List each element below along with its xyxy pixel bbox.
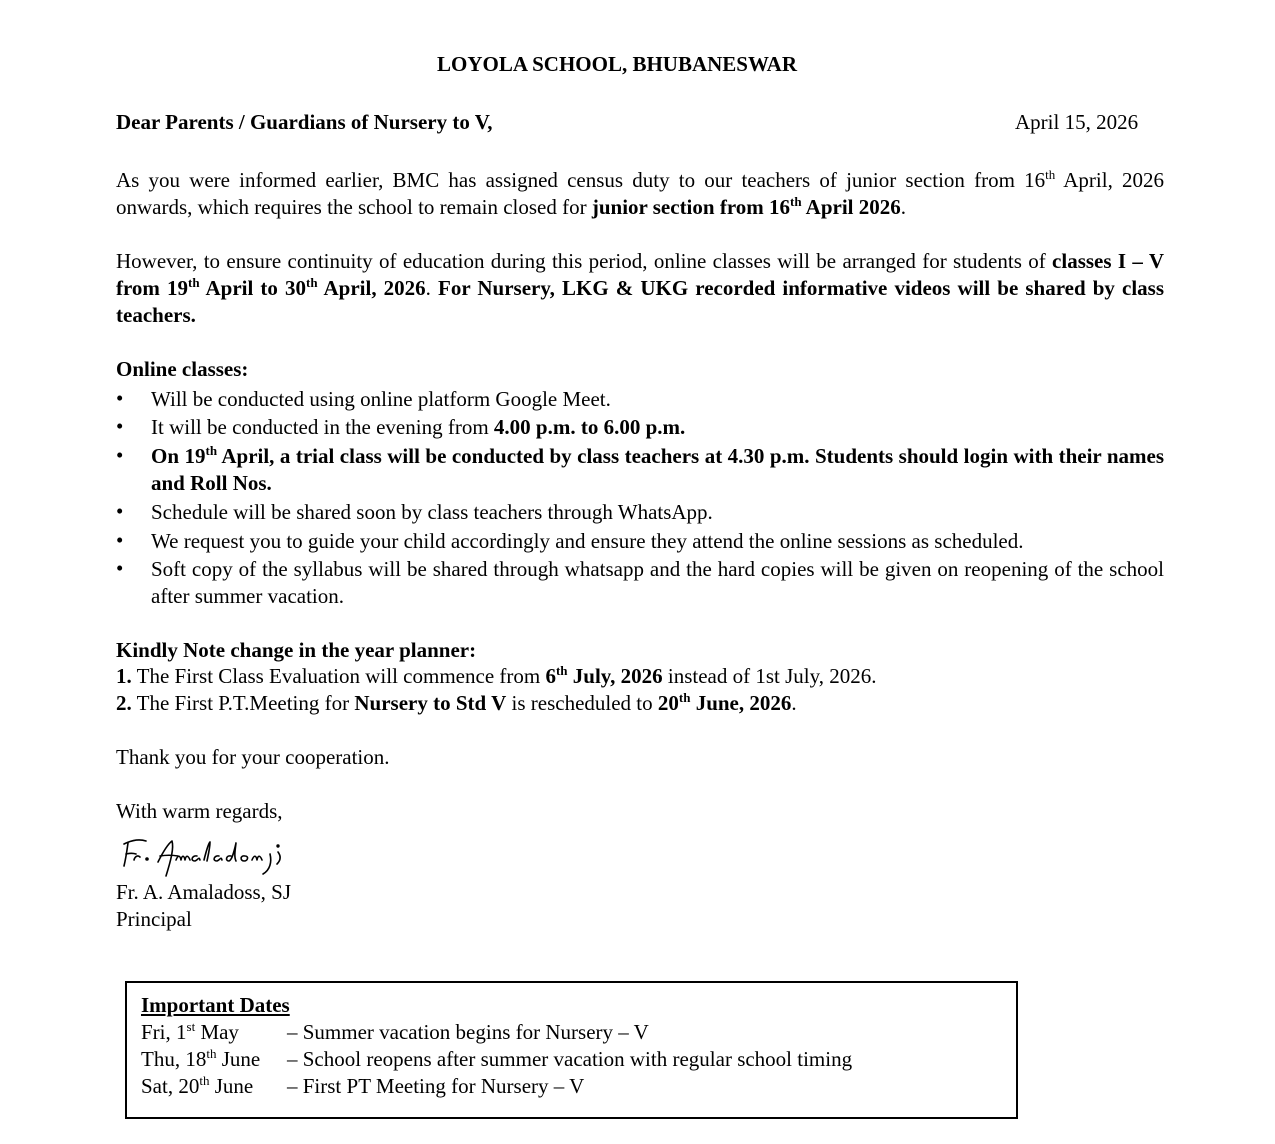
page-title: LOYOLA SCHOOL, BHUBANESWAR: [437, 52, 797, 76]
bullet-icon: •: [116, 386, 124, 410]
bullet-icon: •: [116, 414, 124, 438]
bullet-icon: •: [116, 499, 124, 523]
date-description: – First PT Meeting for Nursery – V: [287, 1074, 585, 1098]
planner-item: 1. The First Class Evaluation will commence from 6th July, 2026 instead of 1st July, 2026.: [116, 663, 877, 688]
letter-date: April 15, 2026: [1015, 110, 1139, 134]
paragraph-online-classes: However, to ensure continuity of education during this period, online classes will be arranged for students of classes I – V from 19th April to 30th April, 2026. For Nursery, LKG & UKG recorded informative videos will be shared by class teachers.: [116, 249, 1165, 327]
bullet-icon: •: [116, 528, 124, 552]
important-dates-box: [125, 981, 1018, 1119]
closing-line: With warm regards,: [116, 799, 283, 823]
date-description: – Summer vacation begins for Nursery – V: [287, 1020, 649, 1044]
signature-image: [118, 834, 293, 882]
date-cell: Fri, 1st May: [141, 1019, 239, 1044]
paragraph-census-closure: As you were informed earlier, BMC has assigned census duty to our teachers of junior section from 16th April, 2026 onwards, which requires the school to remain closed for junior section from 16th April 2026.: [116, 167, 1164, 219]
date-cell: Thu, 18th June: [141, 1046, 261, 1071]
planner-heading: Kindly Note change in the year planner:: [116, 638, 477, 662]
online-classes-heading: Online classes:: [116, 357, 249, 381]
planner-item: 2. The First P.T.Meeting for Nursery to Std V is rescheduled to 20th June, 2026.: [116, 690, 797, 715]
important-dates-title: Important Dates: [141, 993, 290, 1017]
signer-title: Principal: [116, 907, 192, 931]
bullet-icon: •: [116, 556, 124, 580]
bullet-icon: •: [116, 443, 124, 467]
salutation: Dear Parents / Guardians of Nursery to V,: [116, 110, 493, 134]
date-cell: Sat, 20th June: [141, 1073, 254, 1098]
date-description: – School reopens after summer vacation with regular school timing: [287, 1047, 853, 1071]
signer-name: Fr. A. Amaladoss, SJ: [116, 880, 292, 904]
thanks-line: Thank you for your cooperation.: [116, 745, 390, 769]
